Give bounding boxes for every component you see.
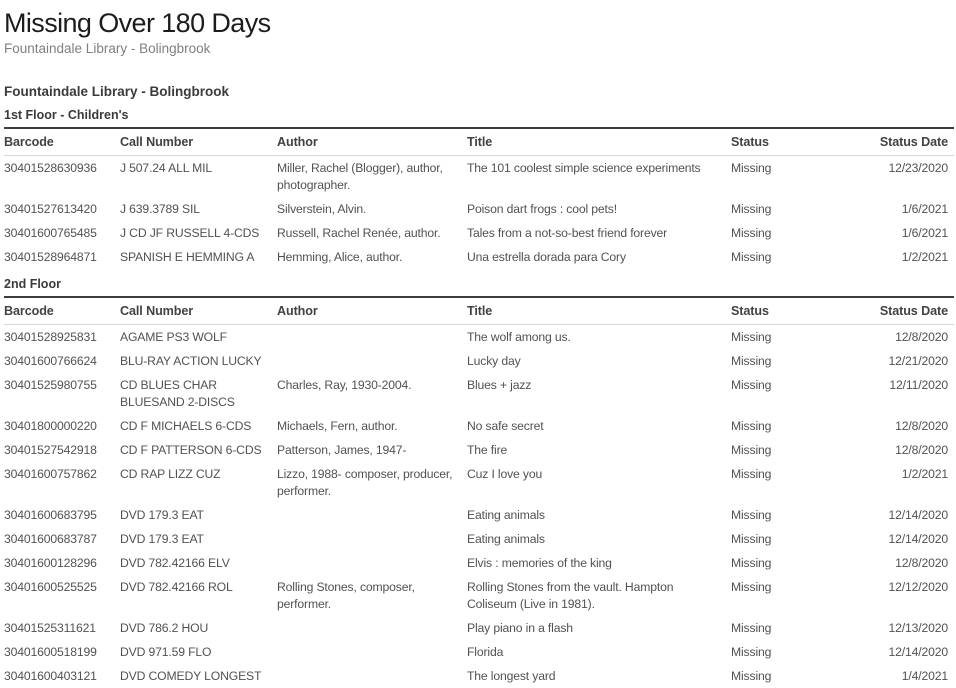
cell-title: Cuz I love you	[467, 466, 543, 481]
column-header-author: Author	[277, 128, 467, 156]
cell-author: Patterson, James, 1947-	[277, 442, 407, 457]
cell-status: Missing	[731, 466, 772, 481]
cell-status: Missing	[731, 201, 772, 216]
cell-title: Poison dart frogs : cool pets!	[467, 201, 617, 216]
cell-call-number: DVD 179.3 EAT	[120, 531, 204, 546]
table-row	[4, 325, 954, 350]
cell-status-date: 12/21/2020	[888, 353, 948, 368]
cell-status-date: 1/6/2021	[901, 225, 948, 240]
cell-barcode: 30401600403121	[4, 668, 97, 683]
cell-barcode: 30401527542918	[4, 442, 97, 457]
cell-status-date: 12/8/2020	[895, 442, 948, 457]
report-sections	[4, 108, 956, 688]
cell-author: Charles, Ray, 1930-2004.	[277, 377, 412, 392]
report-subtitle: Fountaindale Library - Bolingbrook	[4, 41, 211, 56]
cell-author	[277, 551, 467, 575]
cell-barcode: 30401525311621	[4, 620, 96, 635]
cell-status-date: 1/6/2021	[901, 201, 948, 216]
cell-call-number: DVD 971.59 FLO	[120, 644, 212, 659]
cell-status-date: 12/12/2020	[888, 579, 948, 594]
column-header-status: Status	[731, 128, 831, 156]
column-header-barcode: Barcode	[4, 128, 120, 156]
cell-title: The 101 coolest simple science experiments	[467, 160, 701, 175]
cell-author: Miller, Rachel (Blogger), author, photographer.	[277, 160, 443, 192]
cell-status-date: 1/4/2021	[901, 668, 948, 683]
cell-call-number: DVD 782.42166 ELV	[120, 555, 230, 570]
cell-title: The fire	[467, 442, 508, 457]
cell-call-number: AGAME PS3 WOLF	[120, 329, 227, 344]
cell-status: Missing	[731, 353, 772, 368]
cell-title: Tales from a not-so-best friend forever	[467, 225, 668, 240]
table-header-row	[4, 128, 954, 156]
cell-call-number: J CD JF RUSSELL 4-CDS	[120, 225, 260, 240]
cell-barcode: 30401600525525	[4, 579, 97, 594]
cell-barcode: 30401600518199	[4, 644, 97, 659]
table-row	[4, 462, 954, 503]
cell-barcode: 30401528925831	[4, 329, 97, 344]
cell-status: Missing	[731, 377, 772, 392]
cell-call-number: J 639.3789 SIL	[120, 201, 200, 216]
cell-status: Missing	[731, 507, 772, 522]
cell-author	[277, 640, 467, 664]
cell-author: Lizzo, 1988- composer, producer, performer.	[277, 466, 453, 498]
section-title: 1st Floor - Children's	[4, 108, 129, 122]
cell-call-number: BLU-RAY ACTION LUCKY	[120, 353, 262, 368]
cell-status-date: 12/14/2020	[888, 644, 948, 659]
cell-status: Missing	[731, 225, 772, 240]
table-row	[4, 221, 954, 245]
cell-author	[277, 349, 467, 373]
cell-call-number: CD F PATTERSON 6-CDS	[120, 442, 262, 457]
cell-status-date: 12/8/2020	[895, 329, 948, 344]
table-row	[4, 575, 954, 616]
cell-call-number: CD F MICHAELS 6-CDS	[120, 418, 252, 433]
cell-title: Elvis : memories of the king	[467, 555, 612, 570]
cell-status: Missing	[731, 249, 772, 264]
cell-title: The wolf among us.	[467, 329, 571, 344]
cell-barcode: 30401600128296	[4, 555, 97, 570]
column-header-status-date: Status Date	[831, 128, 954, 156]
cell-status-date: 12/8/2020	[895, 418, 948, 433]
cell-status: Missing	[731, 668, 772, 683]
branch-heading: Fountaindale Library - Bolingbrook	[4, 84, 230, 99]
table-header-row	[4, 297, 954, 325]
cell-title: Play piano in a flash	[467, 620, 573, 635]
table-row	[4, 373, 954, 414]
cell-title: Eating animals	[467, 507, 545, 522]
cell-author: Michaels, Fern, author.	[277, 418, 398, 433]
column-header-status-date: Status Date	[831, 297, 954, 325]
cell-status: Missing	[731, 620, 772, 635]
report-table	[4, 296, 954, 688]
cell-barcode: 30401525980755	[4, 377, 97, 392]
table-row	[4, 640, 954, 664]
table-row	[4, 616, 954, 640]
cell-author: Russell, Rachel Renée, author.	[277, 225, 441, 240]
section-title: 2nd Floor	[4, 277, 61, 291]
cell-call-number: SPANISH E HEMMING A	[120, 249, 255, 264]
table-row	[4, 527, 954, 551]
cell-status: Missing	[731, 579, 772, 594]
cell-title: The longest yard	[467, 668, 556, 683]
cell-author	[277, 503, 467, 527]
cell-status: Missing	[731, 160, 772, 175]
column-header-call-number: Call Number	[120, 297, 277, 325]
cell-author	[277, 664, 467, 688]
cell-title: Blues + jazz	[467, 377, 532, 392]
cell-author: Rolling Stones, composer, performer.	[277, 579, 415, 611]
cell-title: Florida	[467, 644, 504, 659]
cell-status: Missing	[731, 555, 772, 570]
table-row	[4, 156, 954, 198]
table-row	[4, 414, 954, 438]
cell-barcode: 30401600683787	[4, 531, 97, 546]
cell-author	[277, 527, 467, 551]
cell-call-number: CD RAP LIZZ CUZ	[120, 466, 221, 481]
cell-status: Missing	[731, 442, 772, 457]
cell-barcode: 30401800000220	[4, 418, 97, 433]
table-row	[4, 197, 954, 221]
cell-author: Silverstein, Alvin.	[277, 201, 367, 216]
cell-status-date: 12/13/2020	[888, 620, 948, 635]
column-header-barcode: Barcode	[4, 297, 120, 325]
cell-status: Missing	[731, 418, 772, 433]
cell-status-date: 1/2/2021	[901, 249, 948, 264]
table-row	[4, 503, 954, 527]
cell-status-date: 12/23/2020	[888, 160, 948, 175]
cell-status: Missing	[731, 644, 772, 659]
cell-call-number: DVD 179.3 EAT	[120, 507, 204, 522]
column-header-call-number: Call Number	[120, 128, 277, 156]
cell-title: Una estrella dorada para Cory	[467, 249, 626, 264]
table-row	[4, 664, 954, 688]
cell-status: Missing	[731, 329, 772, 344]
column-header-author: Author	[277, 297, 467, 325]
cell-title: No safe secret	[467, 418, 544, 433]
cell-status: Missing	[731, 531, 772, 546]
column-header-status: Status	[731, 297, 831, 325]
cell-barcode: 30401600765485	[4, 225, 97, 240]
cell-call-number: DVD 786.2 HOU	[120, 620, 209, 635]
cell-title: Eating animals	[467, 531, 545, 546]
cell-call-number: DVD 782.42166 ROL	[120, 579, 233, 594]
cell-author: Hemming, Alice, author.	[277, 249, 403, 264]
column-header-title: Title	[467, 128, 731, 156]
cell-call-number: J 507.24 ALL MIL	[120, 160, 213, 175]
cell-barcode: 30401528964871	[4, 249, 97, 264]
cell-call-number: DVD COMEDY LONGEST	[120, 668, 262, 683]
cell-status-date: 12/14/2020	[888, 507, 948, 522]
cell-barcode: 30401527613420	[4, 201, 97, 216]
table-row	[4, 349, 954, 373]
cell-status-date: 12/14/2020	[888, 531, 948, 546]
cell-status-date: 12/8/2020	[895, 555, 948, 570]
cell-barcode: 30401528630936	[4, 160, 97, 175]
cell-author	[277, 325, 467, 350]
cell-title: Rolling Stones from the vault. Hampton Coliseum (Live in 1981).	[467, 579, 674, 611]
cell-barcode: 30401600766624	[4, 353, 97, 368]
table-row	[4, 438, 954, 462]
cell-author	[277, 616, 467, 640]
cell-barcode: 30401600683795	[4, 507, 97, 522]
cell-status-date: 1/2/2021	[901, 466, 948, 481]
cell-barcode: 30401600757862	[4, 466, 97, 481]
column-header-title: Title	[467, 297, 731, 325]
cell-title: Lucky day	[467, 353, 521, 368]
cell-status-date: 12/11/2020	[889, 377, 948, 392]
table-row	[4, 245, 954, 269]
report-title: Missing Over 180 Days	[4, 8, 271, 38]
report-table	[4, 127, 954, 269]
cell-call-number: CD BLUES CHAR BLUESAND 2-DISCS	[120, 377, 235, 409]
table-row	[4, 551, 954, 575]
